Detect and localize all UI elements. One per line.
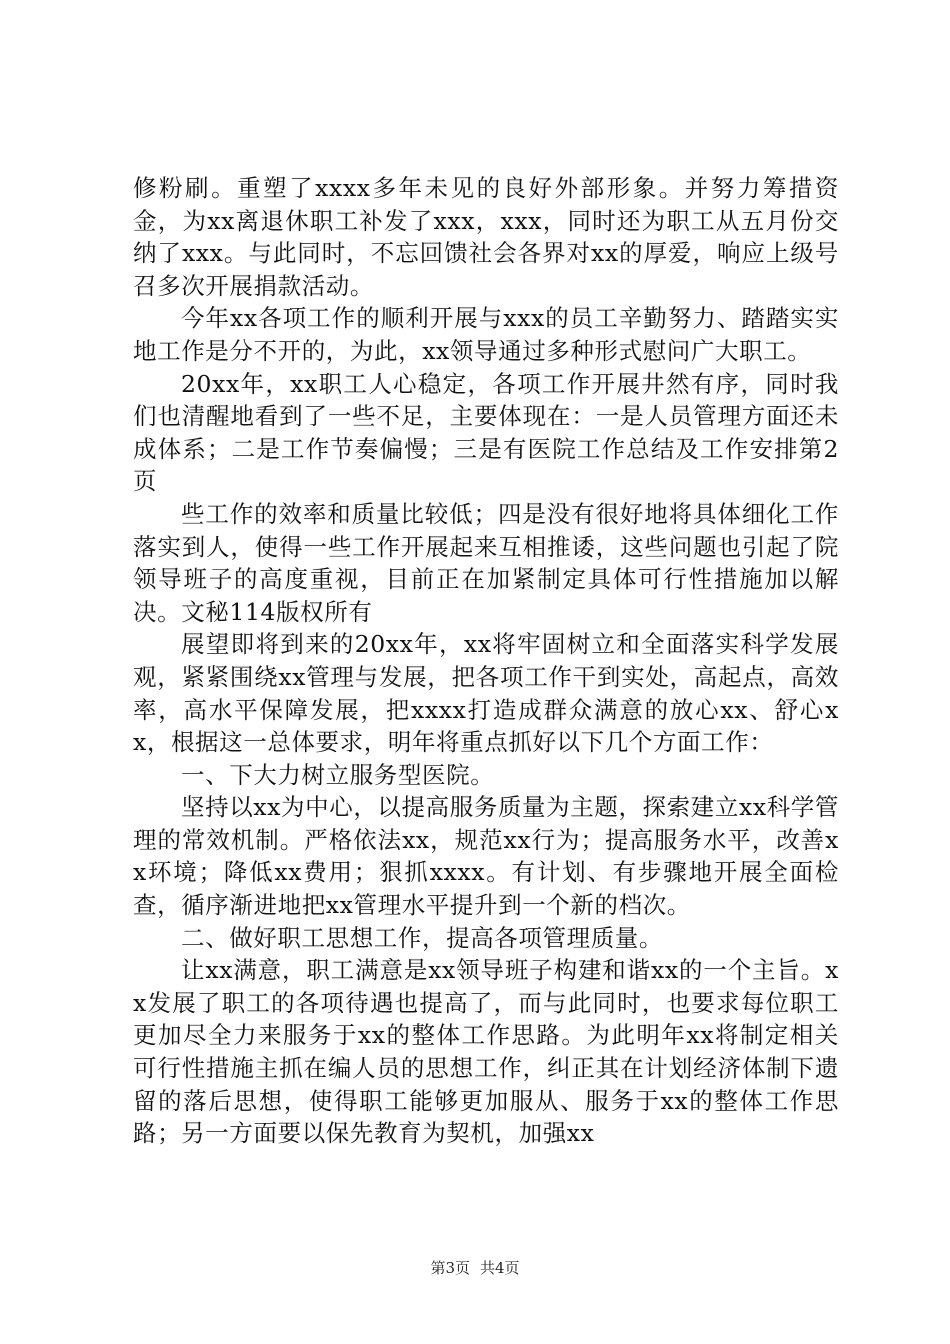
page-number: 第3页 — [430, 1259, 470, 1277]
paragraph-9: 让xx满意，职工满意是xx领导班子构建和谐xx的一个主旨。xx发展了职工的各项待遇也提高了，而与此同时，也要求每位职工更加尽全力来服务于xx的整体工作思路。为此明年xx将制定相关可行性措施主抓在编人员的思想工作，纠正其在计划经济体制下遗留的落后思想，使得职工能够更加服从、服务于xx的整体工作思路；另一方面要以保先教育为契机，加强xx — [133, 956, 839, 1148]
paragraph-2: 今年xx各项工作的顺利开展与xxx的员工辛勤努力、踏踏实实地工作是分不开的，为此，xx领导通过多种形式慰问广大职工。 — [133, 304, 839, 365]
section-heading-1: 一、下大力树立服务型医院。 — [181, 760, 495, 789]
paragraph-5: 展望即将到来的20xx年，xx将牢固树立和全面落实科学发展观，紧紧围绕xx管理与发展，把各项工作干到实处，高起点，高效率，高水平保障发展，把xxxx打造成群众满意的放心xx、舒心xx，根据这一总体要求，明年将重点抓好以下几个方面工作： — [133, 630, 839, 757]
paragraph-3: 20xx年，xx职工人心稳定，各项工作开展井然有序，同时我们也清醒地看到了一些不足，主要体现在：一是人员管理方面还未成体系；二是工作节奏偏慢；三是有医院工作总结及工作安排第2页 — [133, 369, 839, 496]
paragraph-7: 坚持以xx为中心，以提高服务质量为主题，探索建立xx科学管理的常效机制。严格依法xx，规范xx行为；提高服务水平，改善xx环境；降低xx费用；狠抓xxxx。有计划、有步骤地开展全面检查，循序渐进地把xx管理水平提升到一个新的档次。 — [133, 793, 839, 920]
page-total: 共4页 — [480, 1259, 520, 1277]
paragraph-1: 修粉刷。重塑了xxxx多年未见的良好外部形象。并努力筹措资金，为xx离退休职工补发了xxx，xxx，同时还为职工从五月份交纳了xxx。与此同时，不忘回馈社会各界对xx的厚爱，响应上级号召多次开展捐款活动。 — [133, 174, 839, 300]
paragraph-4: 些工作的效率和质量比较低；四是没有很好地将具体细化工作落实到人，使得一些工作开展起来互相推诿，这些问题也引起了院领导班子的高度重视，目前正在加紧制定具体可行性措施加以解决。文秘114版权所有 — [133, 499, 839, 626]
page-footer — [0, 1258, 950, 1278]
section-heading-2: 二、做好职工思想工作，提高各项管理质量。 — [181, 923, 663, 952]
document-body — [133, 172, 839, 1150]
